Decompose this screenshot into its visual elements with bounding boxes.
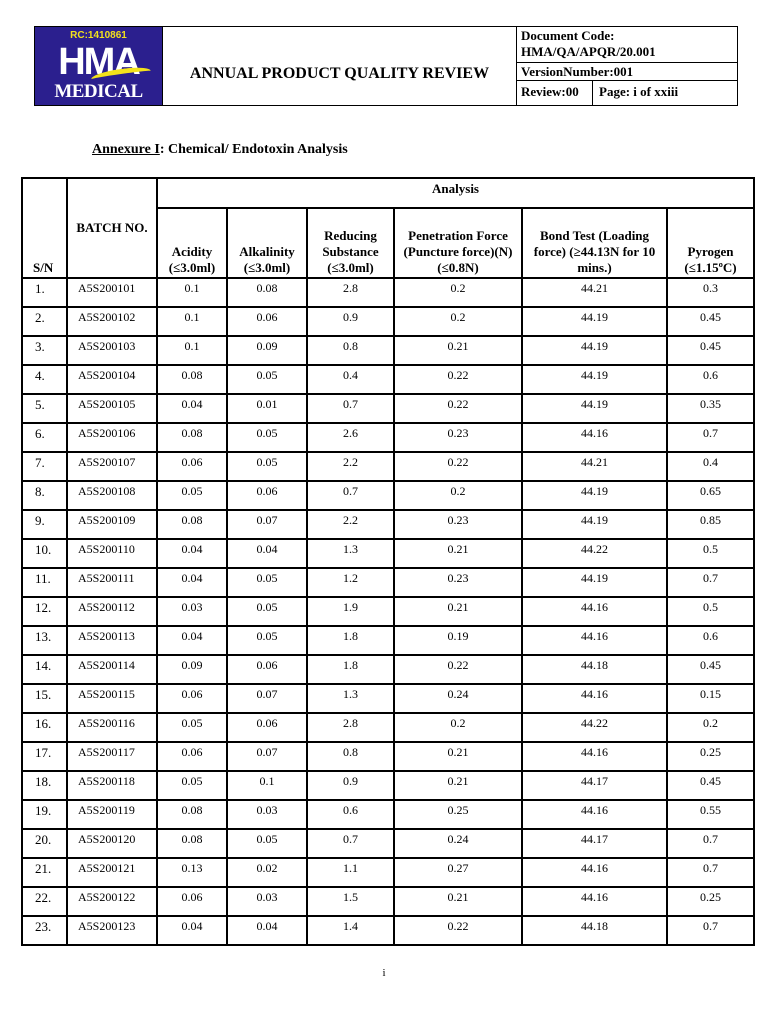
cell-penetration: 0.21 — [394, 539, 522, 568]
cell-acidity: 0.04 — [157, 626, 227, 655]
table-body — [22, 278, 754, 945]
annexure-caption — [92, 142, 348, 158]
cell-pyrogen: 0.15 — [667, 684, 754, 713]
header-penetration-force: Penetration Force (Puncture force)(N)(≤0.8N) — [394, 208, 522, 278]
cell-batch: A5S200118 — [67, 771, 157, 800]
cell-acidity: 0.04 — [157, 539, 227, 568]
cell-sn: 18. — [22, 771, 67, 800]
cell-reducing: 0.8 — [307, 742, 394, 771]
header-alkalinity: Alkalinity (≤3.0ml) — [227, 208, 307, 278]
cell-pyrogen: 0.3 — [667, 278, 754, 307]
table-row — [22, 568, 754, 597]
cell-batch: A5S200101 — [67, 278, 157, 307]
cell-penetration: 0.19 — [394, 626, 522, 655]
cell-sn: 5. — [22, 394, 67, 423]
cell-reducing: 2.2 — [307, 510, 394, 539]
cell-reducing: 1.3 — [307, 684, 394, 713]
cell-reducing: 1.3 — [307, 539, 394, 568]
cell-reducing: 0.7 — [307, 394, 394, 423]
cell-alkalinity: 0.05 — [227, 597, 307, 626]
page-indicator: Page: i of xxiii — [599, 84, 679, 99]
cell-alkalinity: 0.05 — [227, 829, 307, 858]
table-row — [22, 539, 754, 568]
cell-bond: 44.19 — [522, 481, 667, 510]
cell-batch: A5S200113 — [67, 626, 157, 655]
cell-pyrogen: 0.2 — [667, 713, 754, 742]
cell-pyrogen: 0.6 — [667, 626, 754, 655]
cell-pyrogen: 0.5 — [667, 539, 754, 568]
cell-acidity: 0.06 — [157, 742, 227, 771]
cell-bond: 44.16 — [522, 597, 667, 626]
cell-pyrogen: 0.5 — [667, 597, 754, 626]
cell-batch: A5S200114 — [67, 655, 157, 684]
header-batch-no: BATCH NO. — [67, 178, 157, 278]
cell-penetration: 0.23 — [394, 568, 522, 597]
document-title: ANNUAL PRODUCT QUALITY REVIEW — [163, 27, 517, 105]
table-row — [22, 597, 754, 626]
document-header — [34, 26, 738, 124]
cell-alkalinity: 0.05 — [227, 626, 307, 655]
cell-reducing: 1.4 — [307, 916, 394, 945]
logo-rc-number: RC:1410861 — [70, 30, 127, 41]
cell-batch: A5S200109 — [67, 510, 157, 539]
cell-batch: A5S200105 — [67, 394, 157, 423]
cell-penetration: 0.22 — [394, 452, 522, 481]
analysis-table — [21, 177, 755, 946]
cell-bond: 44.18 — [522, 655, 667, 684]
cell-bond: 44.19 — [522, 307, 667, 336]
table-row — [22, 452, 754, 481]
table-row — [22, 742, 754, 771]
cell-bond: 44.18 — [522, 916, 667, 945]
cell-reducing: 1.9 — [307, 597, 394, 626]
cell-penetration: 0.2 — [394, 307, 522, 336]
table-row — [22, 365, 754, 394]
table-row — [22, 423, 754, 452]
cell-acidity: 0.05 — [157, 481, 227, 510]
cell-pyrogen: 0.85 — [667, 510, 754, 539]
cell-penetration: 0.22 — [394, 365, 522, 394]
cell-batch: A5S200107 — [67, 452, 157, 481]
cell-reducing: 2.8 — [307, 713, 394, 742]
table-row — [22, 655, 754, 684]
cell-alkalinity: 0.05 — [227, 452, 307, 481]
cell-alkalinity: 0.03 — [227, 800, 307, 829]
cell-bond: 44.16 — [522, 423, 667, 452]
cell-penetration: 0.21 — [394, 887, 522, 916]
table-row — [22, 394, 754, 423]
cell-penetration: 0.21 — [394, 597, 522, 626]
cell-alkalinity: 0.01 — [227, 394, 307, 423]
cell-sn: 23. — [22, 916, 67, 945]
cell-penetration: 0.21 — [394, 336, 522, 365]
logo-subtitle: MEDICAL LTD. — [54, 81, 143, 124]
cell-bond: 44.22 — [522, 713, 667, 742]
cell-penetration: 0.24 — [394, 684, 522, 713]
cell-reducing: 1.8 — [307, 626, 394, 655]
cell-sn: 15. — [22, 684, 67, 713]
cell-pyrogen: 0.65 — [667, 481, 754, 510]
cell-acidity: 0.06 — [157, 684, 227, 713]
cell-acidity: 0.08 — [157, 510, 227, 539]
cell-bond: 44.21 — [522, 278, 667, 307]
cell-sn: 14. — [22, 655, 67, 684]
cell-pyrogen: 0.7 — [667, 568, 754, 597]
cell-penetration: 0.23 — [394, 510, 522, 539]
cell-reducing: 0.6 — [307, 800, 394, 829]
cell-alkalinity: 0.03 — [227, 887, 307, 916]
cell-sn: 10. — [22, 539, 67, 568]
cell-pyrogen: 0.7 — [667, 829, 754, 858]
cell-sn: 7. — [22, 452, 67, 481]
table-row — [22, 336, 754, 365]
cell-bond: 44.19 — [522, 336, 667, 365]
cell-alkalinity: 0.06 — [227, 713, 307, 742]
cell-batch: A5S200122 — [67, 887, 157, 916]
cell-bond: 44.17 — [522, 829, 667, 858]
cell-sn: 17. — [22, 742, 67, 771]
cell-acidity: 0.04 — [157, 394, 227, 423]
cell-pyrogen: 0.25 — [667, 887, 754, 916]
cell-batch: A5S200110 — [67, 539, 157, 568]
doc-code-value: HMA/QA/APQR/20.001 — [521, 44, 656, 59]
cell-alkalinity: 0.07 — [227, 510, 307, 539]
cell-sn: 21. — [22, 858, 67, 887]
cell-batch: A5S200123 — [67, 916, 157, 945]
cell-bond: 44.16 — [522, 742, 667, 771]
company-logo — [35, 27, 163, 124]
cell-sn: 16. — [22, 713, 67, 742]
cell-pyrogen: 0.45 — [667, 307, 754, 336]
cell-bond: 44.16 — [522, 800, 667, 829]
cell-reducing: 0.8 — [307, 336, 394, 365]
cell-batch: A5S200115 — [67, 684, 157, 713]
table-row — [22, 626, 754, 655]
cell-penetration: 0.22 — [394, 916, 522, 945]
table-row — [22, 829, 754, 858]
cell-pyrogen: 0.35 — [667, 394, 754, 423]
cell-pyrogen: 0.55 — [667, 800, 754, 829]
cell-penetration: 0.2 — [394, 278, 522, 307]
cell-reducing: 0.9 — [307, 771, 394, 800]
cell-reducing: 1.8 — [307, 655, 394, 684]
logo-brand: HMA — [58, 41, 139, 83]
doc-code-label: Document Code: — [521, 28, 615, 43]
cell-bond: 44.17 — [522, 771, 667, 800]
doc-code-cell — [517, 27, 737, 63]
cell-batch: A5S200102 — [67, 307, 157, 336]
cell-alkalinity: 0.06 — [227, 307, 307, 336]
cell-alkalinity: 0.06 — [227, 655, 307, 684]
cell-reducing: 0.4 — [307, 365, 394, 394]
cell-sn: 6. — [22, 423, 67, 452]
document-meta — [517, 27, 737, 105]
cell-bond: 44.19 — [522, 365, 667, 394]
cell-reducing: 2.8 — [307, 278, 394, 307]
cell-bond: 44.22 — [522, 539, 667, 568]
cell-acidity: 0.05 — [157, 713, 227, 742]
cell-penetration: 0.27 — [394, 858, 522, 887]
cell-penetration: 0.22 — [394, 394, 522, 423]
table-row — [22, 684, 754, 713]
cell-bond: 44.19 — [522, 510, 667, 539]
header-acidity: Acidity (≤3.0ml) — [157, 208, 227, 278]
cell-alkalinity: 0.09 — [227, 336, 307, 365]
cell-penetration: 0.21 — [394, 742, 522, 771]
cell-acidity: 0.06 — [157, 887, 227, 916]
cell-acidity: 0.03 — [157, 597, 227, 626]
cell-acidity: 0.06 — [157, 452, 227, 481]
cell-batch: A5S200112 — [67, 597, 157, 626]
table-row — [22, 481, 754, 510]
cell-batch: A5S200120 — [67, 829, 157, 858]
cell-alkalinity: 0.08 — [227, 278, 307, 307]
cell-bond: 44.19 — [522, 394, 667, 423]
cell-pyrogen: 0.7 — [667, 916, 754, 945]
header-pyrogen: Pyrogen (≤1.15ºC) — [667, 208, 754, 278]
cell-sn: 20. — [22, 829, 67, 858]
table-row — [22, 858, 754, 887]
cell-sn: 9. — [22, 510, 67, 539]
cell-alkalinity: 0.06 — [227, 481, 307, 510]
cell-pyrogen: 0.45 — [667, 655, 754, 684]
cell-penetration: 0.24 — [394, 829, 522, 858]
cell-reducing: 1.2 — [307, 568, 394, 597]
cell-batch: A5S200111 — [67, 568, 157, 597]
cell-acidity: 0.08 — [157, 800, 227, 829]
cell-sn: 3. — [22, 336, 67, 365]
annexure-label: Annexure I — [92, 142, 160, 157]
cell-alkalinity: 0.04 — [227, 916, 307, 945]
annexure-text: : Chemical/ Endotoxin Analysis — [159, 142, 348, 157]
cell-bond: 44.16 — [522, 684, 667, 713]
table-row — [22, 771, 754, 800]
cell-bond: 44.16 — [522, 626, 667, 655]
cell-alkalinity: 0.07 — [227, 742, 307, 771]
page-number: i — [382, 967, 386, 979]
cell-reducing: 2.2 — [307, 452, 394, 481]
header-analysis: Analysis — [157, 178, 754, 208]
cell-acidity: 0.04 — [157, 916, 227, 945]
cell-penetration: 0.2 — [394, 713, 522, 742]
review-number: Review:00 — [517, 81, 593, 105]
cell-alkalinity: 0.05 — [227, 423, 307, 452]
cell-pyrogen: 0.45 — [667, 771, 754, 800]
cell-sn: 13. — [22, 626, 67, 655]
header-reducing-substance: Reducing Substance (≤3.0ml) — [307, 208, 394, 278]
cell-penetration: 0.25 — [394, 800, 522, 829]
cell-batch: A5S200103 — [67, 336, 157, 365]
cell-bond: 44.16 — [522, 858, 667, 887]
cell-pyrogen: 0.7 — [667, 858, 754, 887]
cell-sn: 8. — [22, 481, 67, 510]
cell-alkalinity: 0.05 — [227, 365, 307, 394]
cell-acidity: 0.1 — [157, 336, 227, 365]
cell-batch: A5S200117 — [67, 742, 157, 771]
cell-batch: A5S200119 — [67, 800, 157, 829]
cell-acidity: 0.09 — [157, 655, 227, 684]
cell-sn: 11. — [22, 568, 67, 597]
cell-sn: 19. — [22, 800, 67, 829]
cell-sn: 12. — [22, 597, 67, 626]
cell-sn: 22. — [22, 887, 67, 916]
cell-batch: A5S200121 — [67, 858, 157, 887]
cell-reducing: 2.6 — [307, 423, 394, 452]
table-row — [22, 278, 754, 307]
cell-acidity: 0.08 — [157, 829, 227, 858]
cell-penetration: 0.2 — [394, 481, 522, 510]
cell-pyrogen: 0.4 — [667, 452, 754, 481]
table-row — [22, 887, 754, 916]
cell-penetration: 0.22 — [394, 655, 522, 684]
cell-reducing: 0.7 — [307, 481, 394, 510]
cell-batch: A5S200106 — [67, 423, 157, 452]
cell-alkalinity: 0.04 — [227, 539, 307, 568]
cell-acidity: 0.08 — [157, 423, 227, 452]
cell-pyrogen: 0.7 — [667, 423, 754, 452]
cell-reducing: 0.9 — [307, 307, 394, 336]
cell-sn: 1. — [22, 278, 67, 307]
cell-acidity: 0.1 — [157, 307, 227, 336]
cell-sn: 4. — [22, 365, 67, 394]
header-sn: S/N — [22, 178, 67, 278]
cell-acidity: 0.04 — [157, 568, 227, 597]
cell-sn: 2. — [22, 307, 67, 336]
cell-pyrogen: 0.25 — [667, 742, 754, 771]
cell-bond: 44.19 — [522, 568, 667, 597]
cell-pyrogen: 0.6 — [667, 365, 754, 394]
cell-acidity: 0.13 — [157, 858, 227, 887]
review-page-row — [517, 81, 737, 105]
header-bond-test: Bond Test (Loading force) (≥44.13N for 10 mins.) — [522, 208, 667, 278]
cell-alkalinity: 0.07 — [227, 684, 307, 713]
cell-bond: 44.21 — [522, 452, 667, 481]
table-row — [22, 916, 754, 945]
table-row — [22, 307, 754, 336]
cell-acidity: 0.05 — [157, 771, 227, 800]
cell-reducing: 1.1 — [307, 858, 394, 887]
version-number: VersionNumber:001 — [517, 63, 737, 81]
cell-alkalinity: 0.05 — [227, 568, 307, 597]
cell-pyrogen: 0.45 — [667, 336, 754, 365]
cell-alkalinity: 0.02 — [227, 858, 307, 887]
table-row — [22, 510, 754, 539]
cell-alkalinity: 0.1 — [227, 771, 307, 800]
cell-penetration: 0.23 — [394, 423, 522, 452]
cell-batch: A5S200116 — [67, 713, 157, 742]
cell-bond: 44.16 — [522, 887, 667, 916]
cell-penetration: 0.21 — [394, 771, 522, 800]
cell-batch: A5S200104 — [67, 365, 157, 394]
cell-acidity: 0.1 — [157, 278, 227, 307]
cell-reducing: 1.5 — [307, 887, 394, 916]
cell-acidity: 0.08 — [157, 365, 227, 394]
cell-batch: A5S200108 — [67, 481, 157, 510]
cell-reducing: 0.7 — [307, 829, 394, 858]
table-row — [22, 713, 754, 742]
table-row — [22, 800, 754, 829]
